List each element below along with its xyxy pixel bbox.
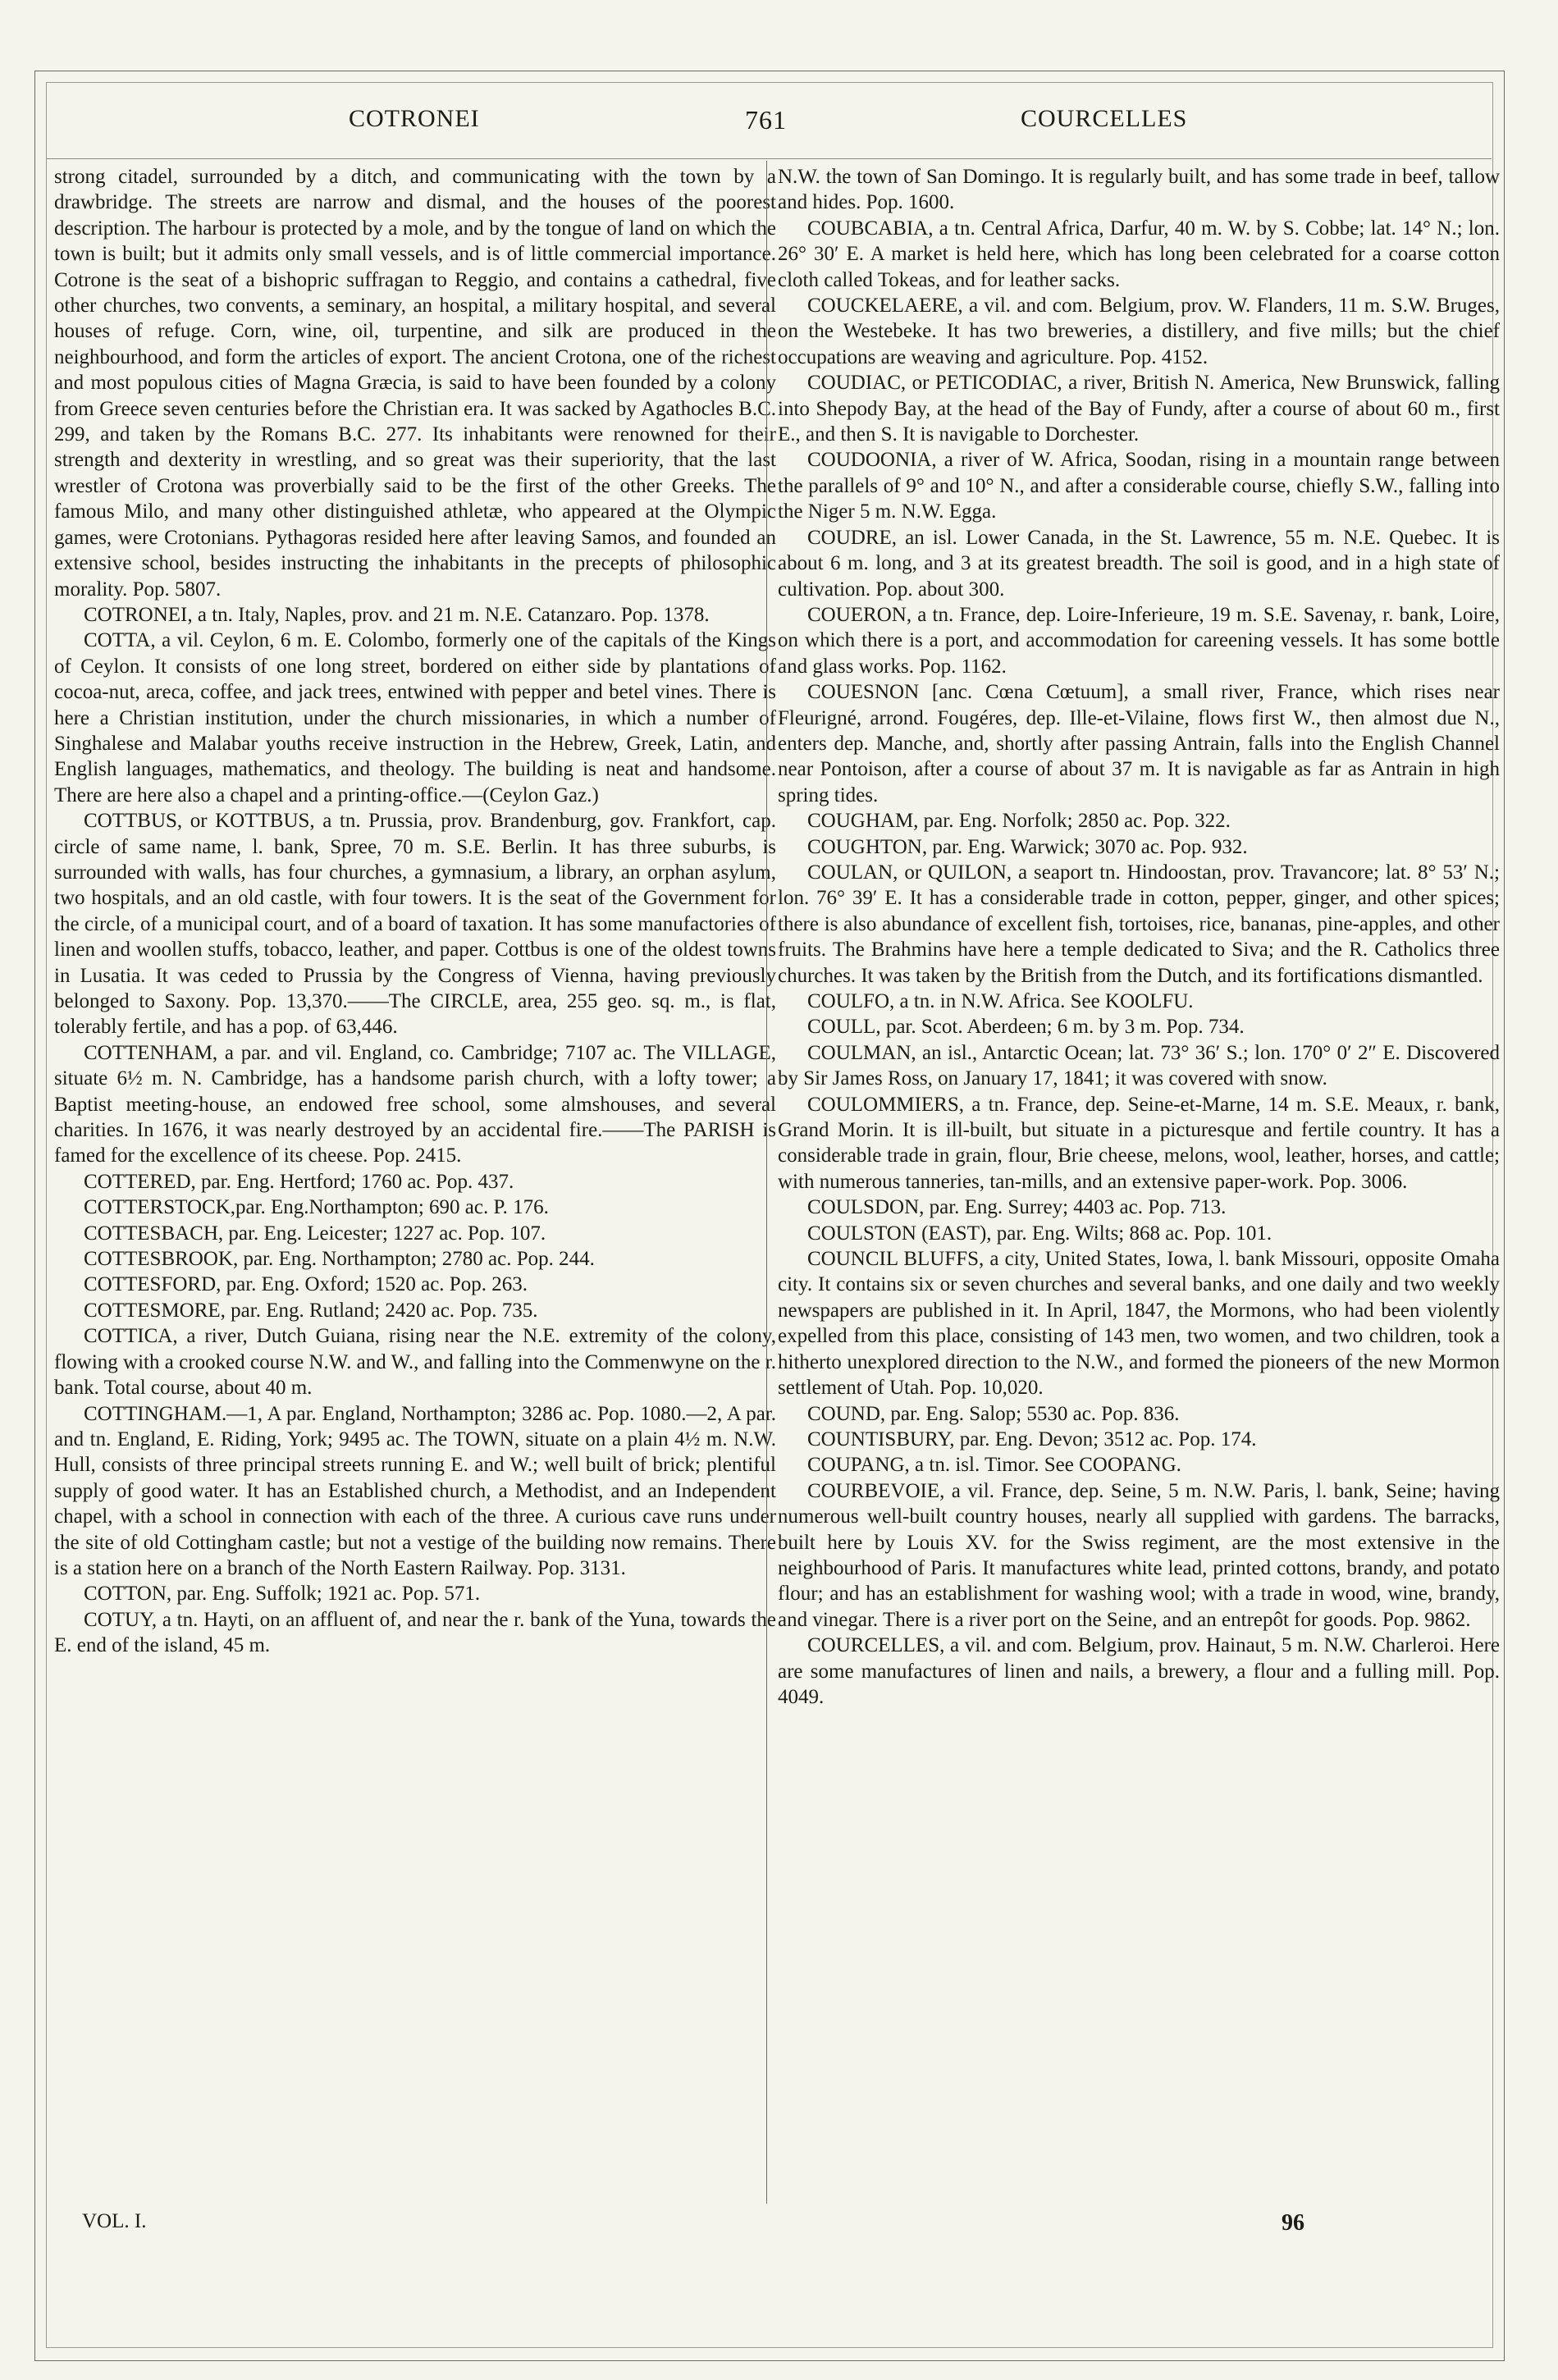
entry-paragraph: COTTERED, par. Eng. Hertford; 1760 ac. Pop. 437.	[84, 1170, 514, 1193]
entry-paragraph: COULOMMIERS, a tn. France, dep. Seine-et-Marne, 14 m. S.E. Meaux, r. bank, Grand Morin. It is ill-built, but situate in a picturesque and fertile country. It has a considerable trade in grain, flour, Brie cheese, melons, wool, leather, horses, and cattle; with numerous tanneries, tan-mills, and an extensive paper-work. Pop. 3006.	[778, 1093, 1500, 1193]
entry-paragraph: COTTESFORD, par. Eng. Oxford; 1520 ac. Pop. 263.	[84, 1273, 528, 1296]
entry-paragraph: COUDRE, an isl. Lower Canada, in the St. Lawrence, 55 m. N.E. Quebec. It is about 6 m. long, and 3 at its greatest breadth. The soil is good, and in a high state of cultivation. Pop. about 300.	[778, 526, 1500, 601]
signature-mark: 96	[1282, 2210, 1304, 2236]
entry-paragraph: COTTINGHAM.—1, A par. England, Northampton; 3286 ac. Pop. 1080.—2, A par. and tn. England, E. Riding, York; 9495 ac. The TOWN, situate on a plain 4½ m. N.W. Hull, consists of three principal streets running E. and W.; well built of brick; plentiful supply of good water. It has an Established church, a Methodist, and an Independent chapel, with a school in connection with each of the three. A curious cave runs under the site of old Cottingham castle; but not a vestige of the building now remains. There is a station here on a branch of the North Eastern Railway. Pop. 3131.	[54, 1402, 776, 1579]
left-column	[54, 164, 776, 1659]
entry-paragraph: COURCELLES, a vil. and com. Belgium, prov. Hainaut, 5 m. N.W. Charleroi. Here are some manufactures of linen and nails, a brewery, a flour and a fulling mill. Pop. 4049.	[778, 1634, 1500, 1708]
page-footer	[0, 2210, 1558, 2243]
entry-paragraph: COTTON, par. Eng. Suffolk; 1921 ac. Pop. 571.	[84, 1583, 481, 1606]
running-head-right: COURCELLES	[1021, 105, 1188, 132]
entry-paragraph: N.W. the town of San Domingo. It is regularly built, and has some trade in beef, tallow and hides. Pop. 1600.	[778, 166, 1500, 214]
entry-paragraph: COUND, par. Eng. Salop; 5530 ac. Pop. 836.	[807, 1402, 1180, 1425]
entry-paragraph: COUNTISBURY, par. Eng. Devon; 3512 ac. Pop. 174.	[807, 1428, 1257, 1450]
entry-paragraph: COTRONEI, a tn. Italy, Naples, prov. and 21 m. N.E. Catanzaro. Pop. 1378.	[84, 603, 710, 626]
entry-paragraph: strong citadel, surrounded by a ditch, and communicating with the town by a drawbridge. The streets are narrow and dismal, and the houses of the poorest description. The harbour is protected by a mole, and by the tongue of land on which the town is built; but it admits only small vessels, and is of little commercial importance. Cotrone is the seat of a bishopric suffragan to Reggio, and contains a cathedral, five other churches, two convents, a seminary, an hospital, a military hospital, and several houses of refuge. Corn, wine, oil, turpentine, and silk are produced in the neighbourhood, and form the articles of export. The ancient Crotona, one of the richest and most populous cities of Magna Græcia, is said to have been founded by a colony from Greece seven centuries before the Christian era. It was sacked by Agathocles B.C. 299, and taken by the Romans B.C. 277. Its inhabitants were renowned for their strength and dexterity in wrestling, and so great was their superiority, that the last wrestler of Crotona was proverbially said to be the first of the other Greeks. The famous Milo, and many other distinguished athletæ, who appeared at the Olympic games, were Crotonians. Pythagoras resided here after leaving Samos, and founded an extensive school, besides instructing the inhabitants in the precepts of philosophic morality. Pop. 5807.	[54, 166, 776, 601]
entry-paragraph: COTTERSTOCK,par. Eng.Northampton; 690 ac. P. 176.	[84, 1196, 549, 1219]
entry-paragraph: COUDIAC, or PETICODIAC, a river, British N. America, New Brunswick, falling into Shepody Bay, at the head of the Bay of Fundy, after a course of about 60 m., first E., and then S. It is navigable to Dorchester.	[778, 372, 1500, 446]
entry-paragraph: COTTA, a vil. Ceylon, 6 m. E. Colombo, formerly one of the capitals of the Kings of Ceylon. It consists of one long street, bordered on either side by plantations of cocoa-nut, areca, coffee, and jack trees, entwined with pepper and betel vines. There is here a Christian institution, under the church missionaries, in which a number of Singhalese and Malabar youths receive instruction in the Hebrew, Greek, Latin, and English languages, mathematics, and theology. The building is neat and handsome. There are here also a chapel and a printing-office.—(Ceylon Gaz.)	[54, 629, 776, 806]
entry-paragraph: COUGHAM, par. Eng. Norfolk; 2850 ac. Pop. 322.	[807, 810, 1231, 833]
entry-paragraph: COTTICA, a river, Dutch Guiana, rising near the N.E. extremity of the colony, flowing with a crooked course N.W. and W., and falling into the Commenwyne on the r. bank. Total course, about 40 m.	[54, 1325, 776, 1400]
entry-paragraph: COTUY, a tn. Hayti, on an affluent of, and near the r. bank of the Yuna, towards the E. end of the island, 45 m.	[54, 1608, 776, 1657]
entry-paragraph: COUERON, a tn. France, dep. Loire-Inferieure, 19 m. S.E. Savenay, r. bank, Loire, on which there is a port, and accommodation for careening vessels. It has some bottle and glass works. Pop. 1162.	[778, 603, 1500, 678]
entry-paragraph: COUESNON [anc. Cœna Cœtuum], a small river, France, which rises near Fleurigné, arrond. Fougéres, dep. Ille-et-Vilaine, flows first W., then almost due N., enters dep. Manche, and, shortly after passing Antrain, falls into the English Channel near Pontoison, after a course of about 37 m. It is navigable as far as Antrain in high spring tides.	[778, 681, 1500, 806]
header-rule	[46, 158, 1492, 159]
entry-paragraph: COUCKELAERE, a vil. and com. Belgium, prov. W. Flanders, 11 m. S.W. Bruges, on the Westebeke. It has two breweries, a distillery, and five mills; but the chief occupations are weaving and agriculture. Pop. 4152.	[778, 295, 1500, 368]
running-head-left: COTRONEI	[349, 105, 480, 132]
column-divider	[766, 161, 767, 2204]
entry-paragraph: COUPANG, a tn. isl. Timor. See COOPANG.	[807, 1454, 1181, 1477]
page-number: 761	[745, 105, 787, 135]
entry-paragraph: COULMAN, an isl., Antarctic Ocean; lat. 73° 36′ S.; lon. 170° 0′ 2″ E. Discovered by Sir James Ross, on January 17, 1841; it was covered with snow.	[778, 1041, 1500, 1090]
entry-paragraph: COTTBUS, or KOTTBUS, a tn. Prussia, prov. Brandenburg, gov. Frankfort, cap. circle of same name, l. bank, Spree, 70 m. S.E. Berlin. It has three suburbs, is surrounded with walls, has four churches, a gymnasium, a library, an orphan asylum, two hospitals, and an old castle, with four towers. It is the seat of the Government for the circle, of a municipal court, and of a board of taxation. It has some manufactories of linen and woollen stuffs, tobacco, leather, and paper. Cottbus is one of the oldest towns in Lusatia. It was ceded to Prussia by the Congress of Vienna, having previously belonged to Saxony. Pop. 13,370.——The CIRCLE, area, 255 geo. sq. m., is flat, tolerably fertile, and has a pop. of 63,446.	[54, 810, 776, 1039]
entry-paragraph: COTTESMORE, par. Eng. Rutland; 2420 ac. Pop. 735.	[84, 1299, 538, 1322]
entry-paragraph: COUDOONIA, a river of W. Africa, Soodan, rising in a mountain range between the parallels of 9° and 10° N., and after a considerable course, chiefly S.W., falling into the Niger 5 m. N.W. Egga.	[778, 449, 1500, 523]
entry-paragraph: COULFO, a tn. in N.W. Africa. See KOOLFU.	[807, 990, 1194, 1012]
entry-paragraph: COTTESBACH, par. Eng. Leicester; 1227 ac. Pop. 107.	[84, 1222, 546, 1245]
entry-paragraph: COUNCIL BLUFFS, a city, United States, Iowa, l. bank Missouri, opposite Omaha city. It contains six or seven churches and several banks, and one daily and two weekly newspapers are published in it. In April, 1847, the Mormons, who had been violently expelled from this place, consisting of 143 men, two women, and two children, took a hitherto unexplored direction to the N.W., and formed the pioneers of the new Mormon settlement of Utah. Pop. 10,020.	[778, 1248, 1500, 1400]
entry-paragraph: COTTESBROOK, par. Eng. Northampton; 2780 ac. Pop. 244.	[84, 1248, 595, 1271]
entry-paragraph: COTTENHAM, a par. and vil. England, co. Cambridge; 7107 ac. The VILLAGE, situate 6½ m. N. Cambridge, has a handsome parish church, with a lofty tower; a Baptist meeting-house, an endowed free school, some almshouses, and several charities. In 1676, it was nearly destroyed by an accidental fire.——The PARISH is famed for the excellence of its cheese. Pop. 2415.	[54, 1041, 776, 1167]
right-column	[778, 164, 1500, 1710]
entry-paragraph: COULSDON, par. Eng. Surrey; 4403 ac. Pop. 713.	[807, 1196, 1227, 1219]
entry-paragraph: COULSTON (EAST), par. Eng. Wilts; 868 ac. Pop. 101.	[807, 1222, 1272, 1245]
entry-paragraph: COULAN, or QUILON, a seaport tn. Hindoostan, prov. Travancore; lat. 8° 53′ N.; lon. 76° 39′ E. It has a considerable trade in cotton, pepper, ginger, and other spices; there is also abundance of excellent fish, tortoises, rice, bananas, pine-apples, and other fruits. The Brahmins have here a temple dedicated to Siva; and the R. Catholics three churches. It was taken by the British from the Dutch, and its fortifications dismantled.	[778, 861, 1500, 987]
running-header	[0, 105, 1558, 154]
entry-paragraph: COUGHTON, par. Eng. Warwick; 3070 ac. Pop. 932.	[807, 835, 1248, 858]
volume-label: VOL. I.	[82, 2210, 147, 2232]
entry-paragraph: COURBEVOIE, a vil. France, dep. Seine, 5 m. N.W. Paris, l. bank, Seine; having numerous well-built country houses, nearly all supplied with gardens. The barracks, built here by Louis XV. for the Swiss regiment, are the most extensive in the neighbourhood of Paris. It manufactures white lead, printed cottons, brandy, and potato flour; and has an establishment for washing wool; with a trade in wood, wine, brandy, and vinegar. There is a river port on the Seine, and an entrepôt for goods. Pop. 9862.	[778, 1479, 1500, 1631]
entry-paragraph: COULL, par. Scot. Aberdeen; 6 m. by 3 m. Pop. 734.	[807, 1016, 1245, 1039]
entry-paragraph: COUBCABIA, a tn. Central Africa, Darfur, 40 m. W. by S. Cobbe; lat. 14° N.; lon. 26° 30′ E. A market is held here, which has long been celebrated for a coarse cotton cloth called Tokeas, and for leather sacks.	[778, 217, 1500, 291]
